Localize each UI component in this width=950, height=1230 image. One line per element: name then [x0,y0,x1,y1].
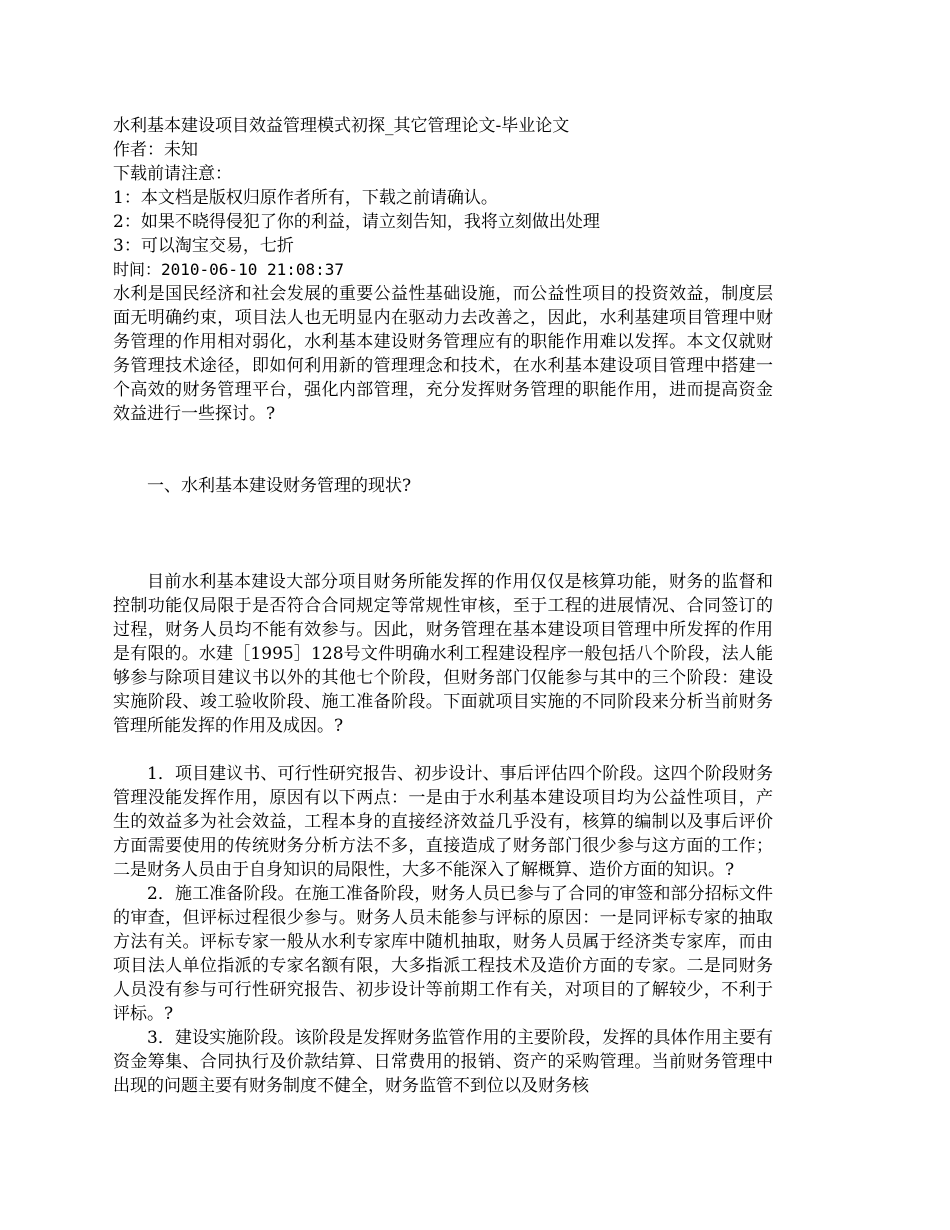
spacer [113,738,773,762]
section-heading: 一、水利基本建设财务管理的现状? [147,476,412,496]
body-paragraph: 目前水利基本建设大部分项目财务所能发挥的作用仅仅是核算功能，财务的监督和控制功能仅局限于是否符合合同规定等常规性审核，至于工程的进展情况、合同签订的过程，财务人员均不能有效参与。因此，财务管理在基本建设项目管理中所发挥的作用是有限的。水建［1995］128号文件明确水利工程建设程序一般包括八个阶段，法人能够参与除项目建议书以外的其他七个阶段，但财务部门仅能参与其中的三个阶段：建设实施阶段、竣工验收阶段、施工准备阶段。下面就项目实施的不同阶段来分析当前财务管理所能发挥的作用及成因。? [113,572,773,736]
spacer [113,498,773,570]
body-paragraph: 1．项目建议书、可行性研究报告、初步设计、事后评估四个阶段。这四个阶段财务管理没能发挥作用，原因有以下两点：一是由于水利基本建设项目均为公益性项目，产生的效益多为社会效益，工程本身的直接经济效益几乎没有，核算的编制以及事后评价方面需要使用的传统财务分析方法不多，直接造成了财务部门很少参与这方面的工作；二是财务人员由于自身知识的局限性，大多不能深入了解概算、造价方面的知识。? [113,764,773,880]
notice-item-2: 2：如果不晓得侵犯了你的利益，请立刻告知，我将立刻做出处理 [113,212,600,232]
document-body [113,114,773,1098]
notice-item-3: 3：可以淘宝交易，七折 [113,236,294,256]
body-paragraph: 2．施工准备阶段。在施工准备阶段，财务人员已参与了合同的审签和部分招标文件的审查，但评标过程很少参与。财务人员未能参与评标的原因：一是同评标专家的抽取方法有关。评标专家一般从水利专家库中随机抽取，财务人员属于经济类专家库，而由项目法人单位指派的专家名额有限，大多指派工程技术及造价方面的专家。二是同财务人员没有参与可行性研究报告、初步设计等前期工作有关，对项目的了解较少，不利于评标。? [113,884,773,1024]
timestamp: 时间：2010-06-10 21:08:37 [113,260,345,279]
spacer [113,426,773,474]
download-notice: 下载前请注意： [113,164,232,184]
abstract-paragraph: 水利是国民经济和社会发展的重要公益性基础设施，而公益性项目的投资效益，制度层面无明确约束，项目法人也无明显内在驱动力去改善之，因此，水利基建项目管理中财务管理的作用相对弱化，水利基本建设财务管理应有的职能作用难以发挥。本文仅就财务管理技术途径，即如何利用新的管理理念和技术，在水利基本建设项目管理中搭建一个高效的财务管理平台，强化内部管理，充分发挥财务管理的职能作用，进而提高资金效益进行一些探讨。? [113,284,773,424]
notice-item-1: 1：本文档是版权归原作者所有，下载之前请确认。 [113,188,498,208]
document-title: 水利基本建设项目效益管理模式初探_其它管理论文-毕业论文 [113,116,570,136]
author-line: 作者：未知 [113,140,198,160]
body-paragraph: 3．建设实施阶段。该阶段是发挥财务监管作用的主要阶段，发挥的具体作用主要有资金筹集、合同执行及价款结算、日常费用的报销、资产的采购管理。当前财务管理中出现的问题主要有财务制度不健全，财务监管不到位以及财务核 [113,1028,773,1096]
